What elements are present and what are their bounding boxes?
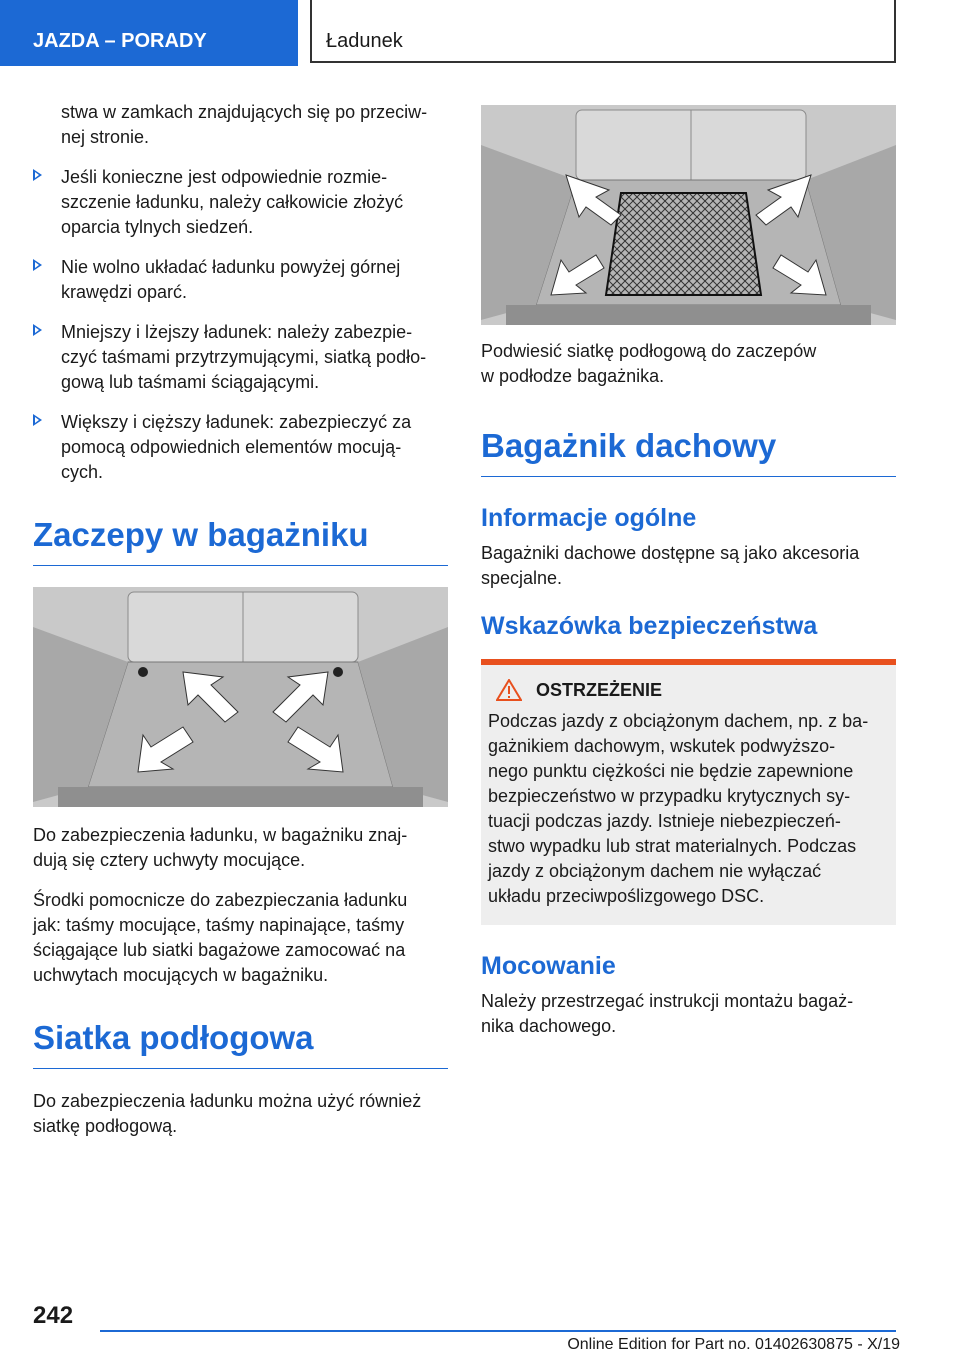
triangle-bullet-icon [33, 259, 42, 271]
heading-general-info: Informacje ogólne [481, 504, 697, 532]
footer-edition: Online Edition for Part no. 01402630875 - X/19 [567, 1336, 900, 1353]
mounting-paragraph: Należy przestrzegać instrukcji montażu bagaż- nika dachowego. [481, 991, 854, 1036]
warning-text: Podczas jazdy z obciążonym dachem, np. z ba- gażnikiem dachowym, wskutek podwyższo- nego punktu ciężkości nie będzie zapewnione bezpieczeństwo w przypadku krytycznych sy- tuacji podczas jazdy. Istnieje niebezpieczeń- stwo wypadku lub strat materialnych. Podczas jazdy z obciążonym dachem nie wyłączać układu przeciwpoślizgowego DSC. [488, 711, 869, 906]
right-column [481, 105, 896, 1039]
image-caption: Podwiesić siatkę podłogową do zaczepów w podłodze bagażnika. [481, 341, 817, 386]
page-number: 242 [33, 1302, 74, 1329]
page-header [0, 0, 960, 66]
warning-title: OSTRZEŻENIE [488, 679, 888, 701]
section-title: JAZDA – PORADY [0, 0, 298, 66]
general-paragraph: Bagażniki dachowe dostępne są jako akcesoria specjalne. [481, 543, 860, 588]
bullet-item: Jeśli konieczne jest odpowiednie rozmie- szczenie ładunku, należy całkowicie złożyć oparcia tylnych siedzeń. [33, 165, 448, 240]
floor-net-image [481, 105, 896, 325]
heading-roof-rack: Bagażnik dachowy [481, 426, 896, 477]
trunk-anchors-image [33, 587, 448, 807]
footer-divider [100, 1330, 896, 1332]
warning-box [481, 659, 896, 925]
heading-mounting: Mocowanie [481, 952, 616, 980]
chapter-title: Ładunek [310, 0, 896, 63]
bullet-item: Mniejszy i lżejszy ładunek: należy zabezpie- czyć taśmami przytrzymującymi, siatką podło- gową lub taśmami ściągającymi. [33, 320, 448, 395]
continued-text: stwa w zamkach znajdujących się po przeciw- nej stronie. [61, 102, 428, 147]
triangle-bullet-icon [33, 324, 42, 336]
warning-triangle-icon [496, 679, 522, 701]
triangle-bullet-icon [33, 414, 42, 426]
bullet-item: Większy i cięższy ładunek: zabezpieczyć za pomocą odpowiednich elementów mocują- cych. [33, 410, 448, 485]
heading-anchors: Zaczepy w bagażniku [33, 515, 448, 566]
bullet-item: Nie wolno układać ładunku powyżej górnej krawędzi oparć. [33, 255, 448, 305]
triangle-bullet-icon [33, 169, 42, 181]
anchors-paragraph: Środki pomocnicze do zabezpieczania ładunku jak: taśmy mocujące, taśmy napinające, taśmy ściągające lub siatki bagażowe zamocować na uchwytach mocujących w bagażniku. [33, 890, 408, 985]
left-column [33, 100, 448, 1139]
heading-net: Siatka podłogowa [33, 1018, 448, 1069]
anchors-paragraph: Do zabezpieczenia ładunku, w bagażniku znaj- dują się cztery uchwyty mocujące. [33, 825, 408, 870]
heading-safety: Wskazówka bezpieczeństwa [481, 612, 818, 640]
net-paragraph: Do zabezpieczenia ładunku można użyć również siatkę podłogową. [33, 1091, 422, 1136]
